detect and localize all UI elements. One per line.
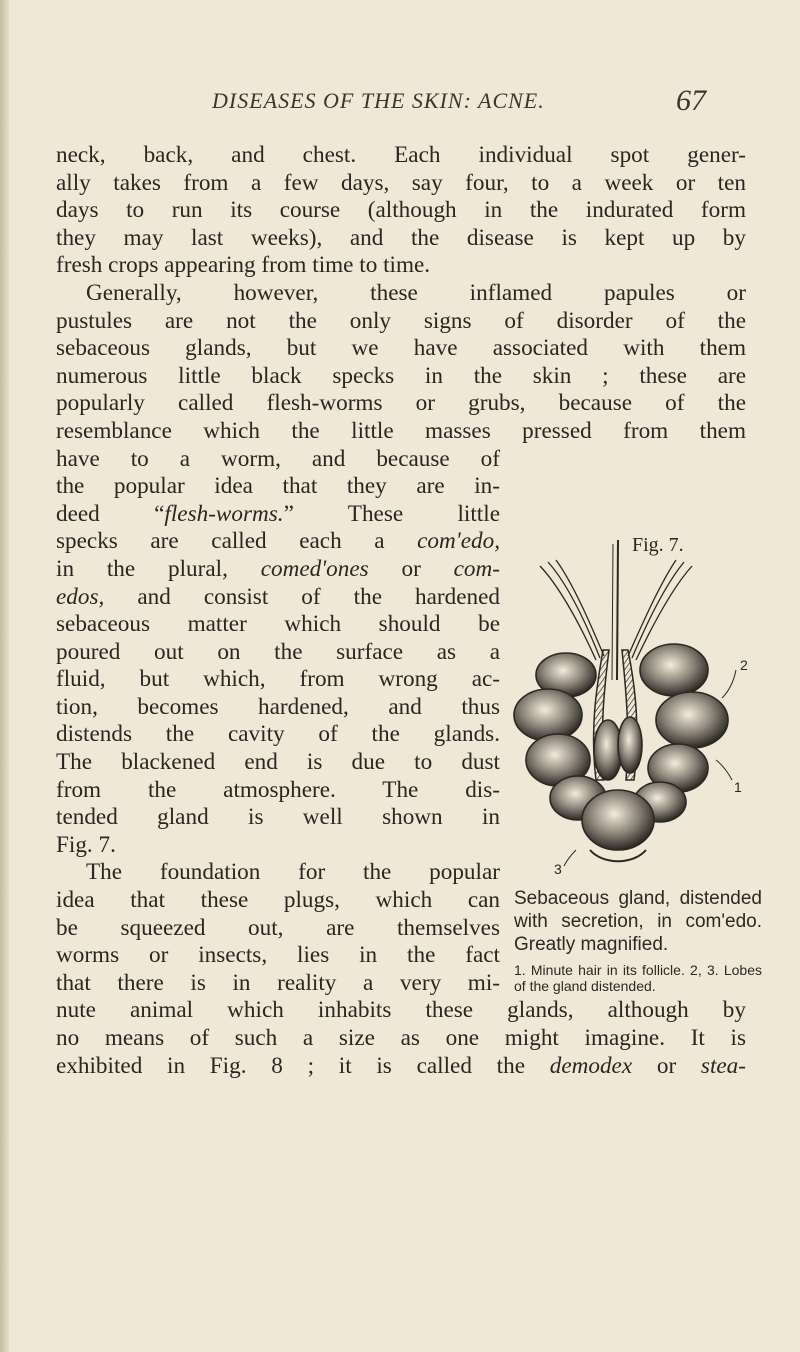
text-line: that there is in reality a very mi- <box>56 969 500 996</box>
sebaceous-gland-illustration <box>478 530 758 890</box>
text-line: edos, and consist of the hardened <box>56 583 500 610</box>
text-line: tion, becomes hardened, and thus <box>56 693 500 720</box>
figure-marker-1: 1 <box>734 779 742 795</box>
running-title: DISEASES OF THE SKIN: ACNE. <box>212 88 545 113</box>
text-line: sebaceous glands, but we have associated with them <box>56 335 746 362</box>
caption-title: Sebaceous gland, distended with secretion, in com'edo. Greatly magnified. <box>514 888 762 955</box>
text-line: resemblance which the little masses pressed from them <box>56 417 746 444</box>
text-line: The foundation for the popular <box>86 859 500 886</box>
page-edge <box>0 0 9 1352</box>
text-line: pustules are not the only signs of disorder of the <box>56 307 746 334</box>
italic-term: comed'ones <box>260 555 369 582</box>
text-line: the popular idea that they are in- <box>56 473 500 500</box>
text-line: sebaceous matter which should be <box>56 611 500 638</box>
running-head <box>0 84 800 128</box>
text-line: no means of such a size as one might imagine. It is <box>56 1025 746 1051</box>
text-line: popularly called flesh-worms or grubs, because of the <box>56 390 746 417</box>
hair-shaft <box>612 540 618 680</box>
text-line: tended gland is well shown in <box>56 804 500 831</box>
text-line: be squeezed out, are themselves <box>56 914 500 941</box>
text-line: Generally, however, these inflamed papules or <box>86 279 746 306</box>
gland-lobes <box>514 644 728 850</box>
text-line: worms or insects, lies in the fact <box>56 942 500 969</box>
text-line: from the atmosphere. The dis- <box>56 776 500 803</box>
text-line: poured out on the surface as a <box>56 638 500 665</box>
text-line: in the plural, comed'ones or com- <box>56 555 500 582</box>
text-line: deed “flesh-worms.” These little <box>56 500 500 527</box>
figure-marker-2: 2 <box>740 657 748 673</box>
text-line: neck, back, and chest. Each individual spot gener- <box>56 142 746 168</box>
figure-caption <box>514 887 762 994</box>
text-line: have to a worm, and because of <box>56 445 500 472</box>
caption-legend: 1. Minute hair in its follicle. 2, 3. Lobes of the gland distended. <box>514 962 762 994</box>
italic-term: flesh-worms. <box>164 500 284 527</box>
text-line: distends the cavity of the glands. <box>56 721 500 748</box>
italic-term: demodex <box>549 1052 633 1079</box>
text-line: fluid, but which, from wrong ac- <box>56 666 500 693</box>
italic-term: com- <box>453 555 500 582</box>
text-line: Fig. 7. <box>56 831 116 858</box>
figure-marker-3: 3 <box>554 861 562 877</box>
italic-term: com'edo, <box>417 528 500 555</box>
italic-term: edos, <box>56 583 105 610</box>
text-line: ally takes from a few days, say four, to a week or ten <box>56 169 746 196</box>
gland-duct <box>590 850 646 861</box>
page-number: 67 <box>676 84 706 117</box>
text-line: numerous little black specks in the skin ; these are <box>56 362 746 389</box>
text-line: exhibited in Fig. 8 ; it is called the demodex or stea- <box>56 1052 746 1079</box>
text-line: The blackened end is due to dust <box>56 749 500 776</box>
text-line: they may last weeks), and the disease is kept up by <box>56 224 746 251</box>
italic-term: stea- <box>700 1052 746 1079</box>
figure-label: Fig. 7. <box>632 534 684 556</box>
text-line: days to run its course (although in the indurated form <box>56 197 746 224</box>
text-line: idea that these plugs, which can <box>56 887 500 914</box>
text-line: nute animal which inhabits these glands, although by <box>56 997 746 1024</box>
text-line: specks are called each a com'edo, <box>56 528 500 555</box>
text-line: fresh crops appearing from time to time. <box>56 252 431 279</box>
